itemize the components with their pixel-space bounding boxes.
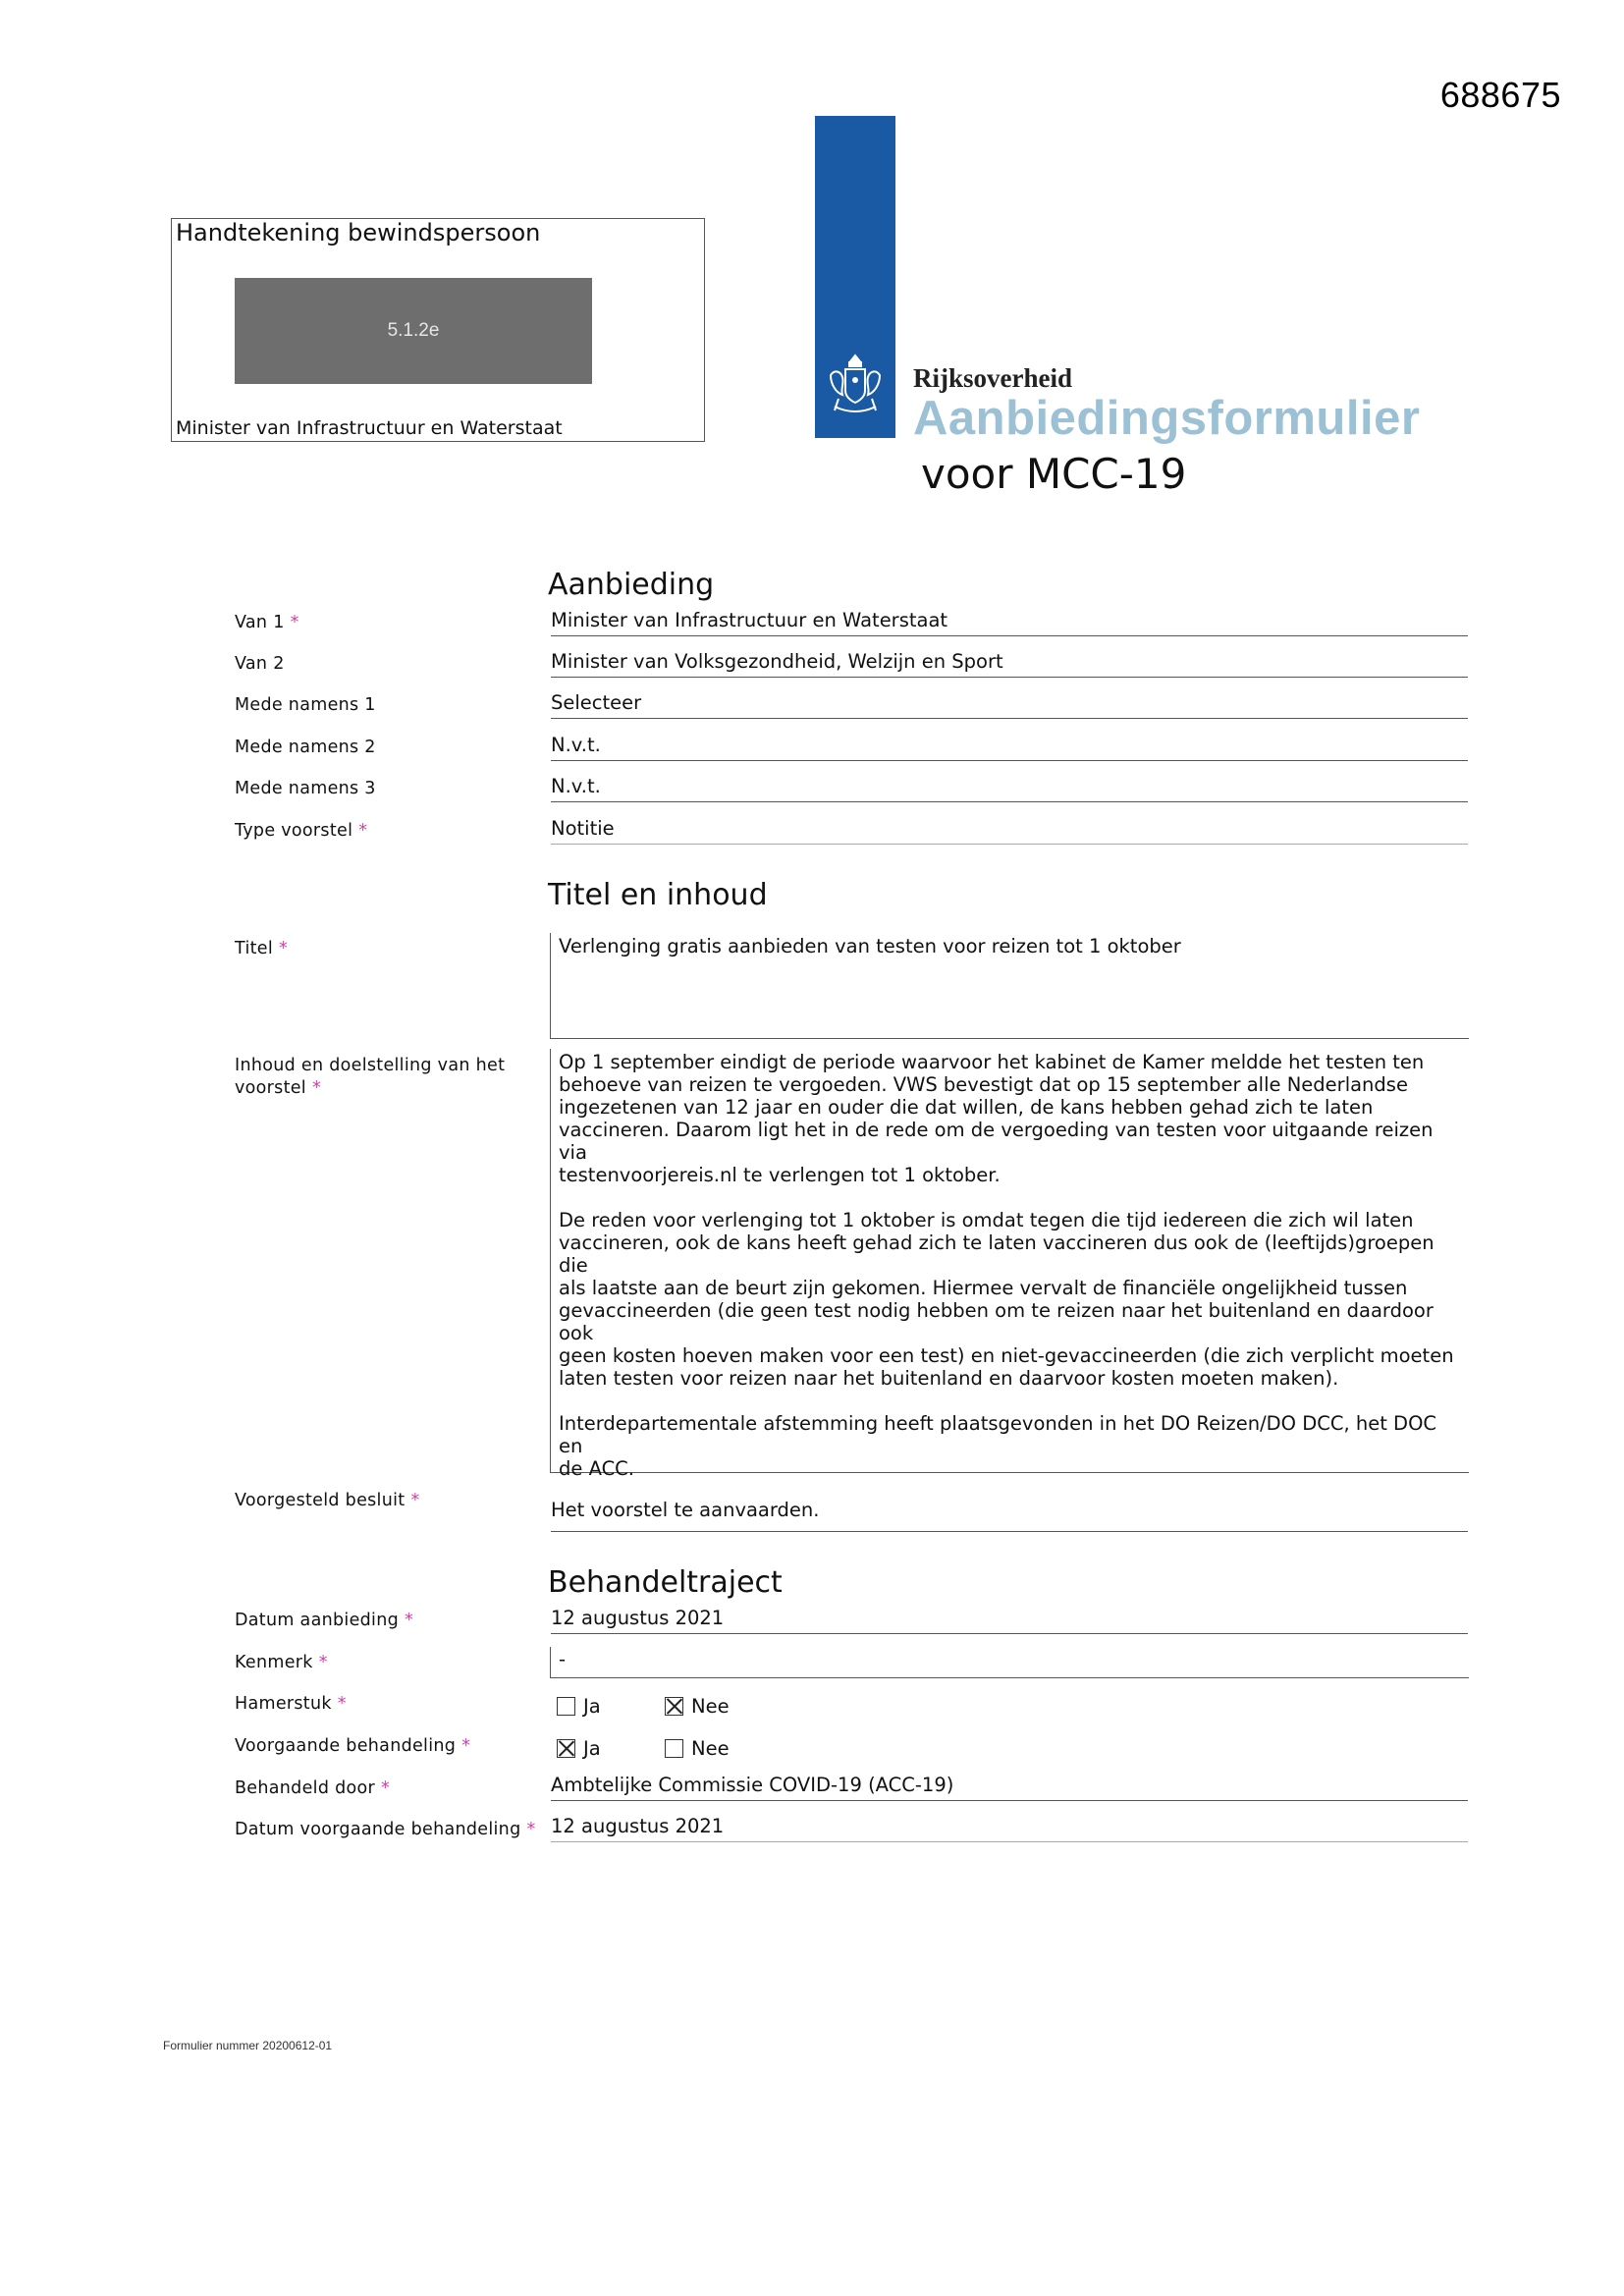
crest-icon: [819, 350, 892, 422]
form-title: Aanbiedingsformulier: [913, 392, 1421, 445]
label-van-1: Van 1 *: [235, 613, 299, 632]
label-voorgesteld-besluit: Voorgesteld besluit *: [235, 1491, 420, 1510]
signature-box: [171, 218, 705, 442]
section-aanbieding: Aanbieding: [548, 568, 715, 602]
voorgaande-nee-checkbox[interactable]: [665, 1739, 683, 1758]
field-van-2[interactable]: Minister van Volksgezondheid, Welzijn en Sport: [551, 650, 1468, 678]
field-mede-namens-1[interactable]: Selecteer: [551, 691, 1468, 719]
field-mede-namens-3[interactable]: N.v.t.: [551, 775, 1468, 802]
titel-value: Verlenging gratis aanbieden van testen voor reizen tot 1 oktober: [559, 935, 1181, 957]
hamerstuk-ja-checkbox[interactable]: [557, 1697, 575, 1716]
field-voorgesteld-besluit[interactable]: Het voorstel te aanvaarden.: [551, 1497, 1468, 1532]
field-type-voorstel[interactable]: Notitie: [551, 817, 1468, 845]
label-kenmerk: Kenmerk *: [235, 1653, 328, 1672]
voorgaande-ja-checkbox[interactable]: [557, 1739, 575, 1758]
textarea-inhoud[interactable]: [550, 1049, 1469, 1480]
textarea-titel[interactable]: [550, 933, 1469, 1039]
redacted-signature: [235, 278, 592, 384]
label-van-2: Van 2: [235, 654, 285, 674]
form-subtitle: voor MCC-19: [921, 450, 1187, 498]
form-number: Formulier nummer 20200612-01: [163, 2039, 333, 2052]
label-voorgaande-behandeling: Voorgaande behandeling *: [235, 1736, 471, 1756]
label-behandeld-door: Behandeld door *: [235, 1778, 391, 1798]
field-mede-namens-2[interactable]: N.v.t.: [551, 734, 1468, 761]
inhoud-paragraph-1: Op 1 september eindigt de periode waarvoor het kabinet de Kamer meldde het testen ten behoeve van reizen te vergoeden. VWS bevestigt dat op 15 september alle Nederlandse ingezetenen van 12 jaar en ouder die dat willen, de kans hebben gehad zich te laten vaccineren. Daarom ligt het in de rede om de vergoeding van testen voor uitgaande reizen via testenvoorjereis.nl te verlengen tot 1 oktober.: [559, 1051, 1434, 1186]
section-titel-inhoud: Titel en inhoud: [548, 878, 768, 912]
label-mede-namens-2: Mede namens 2: [235, 738, 376, 757]
hamerstuk-nee[interactable]: Nee: [665, 1695, 730, 1718]
inhoud-paragraph-2: De reden voor verlenging tot 1 oktober is omdat tegen die tijd iedereen die zich wil laten vaccineren, ook de kans heeft gehad zich te laten vaccineren dus ook de (leeftijds)groepen die als laatste aan de beurt zijn gekomen. Hiermee vervalt de financiële ongelijkheid tussen gevaccineerden (die geen test nodig hebben om te reizen naar het buitenland en daardoor ook geen kosten hoeven maken voor een test) en niet-gevaccineerden (die zich verplicht moeten laten testen voor reizen naar het buitenland en daarvoor kosten moeten maken).: [559, 1209, 1454, 1390]
label-datum-voorgaande-behandeling: Datum voorgaande behandeling *: [235, 1820, 536, 1839]
hamerstuk-nee-checkbox[interactable]: [665, 1697, 683, 1716]
voorgaande-ja[interactable]: Ja: [557, 1737, 601, 1760]
field-kenmerk[interactable]: [550, 1647, 1469, 1678]
label-mede-namens-3: Mede namens 3: [235, 779, 376, 798]
redaction-label: 5.1.2e: [387, 320, 440, 341]
field-van-1[interactable]: Minister van Infrastructuur en Waterstaat: [551, 609, 1468, 636]
brand-name: Rijksoverheid: [913, 363, 1072, 393]
field-behandeld-door[interactable]: Ambtelijke Commissie COVID-19 (ACC-19): [551, 1774, 1468, 1801]
label-type-voorstel: Type voorstel *: [235, 821, 368, 841]
signature-role: Minister van Infrastructuur en Waterstaat: [176, 417, 563, 439]
field-datum-voorgaande-behandeling[interactable]: 12 augustus 2021: [551, 1815, 1468, 1842]
section-behandeltraject: Behandeltraject: [548, 1565, 783, 1600]
label-mede-namens-1: Mede namens 1: [235, 695, 376, 715]
hamerstuk-ja[interactable]: Ja: [557, 1695, 601, 1718]
label-datum-aanbieding: Datum aanbieding *: [235, 1611, 414, 1630]
inhoud-paragraph-3: Interdepartementale afstemming heeft plaatsgevonden in het DO Reizen/DO DCC, het DOC en de ACC.: [559, 1412, 1437, 1480]
label-inhoud: Inhoud en doelstelling van het voorstel *: [235, 1056, 506, 1098]
signature-box-title: Handtekening bewindspersoon: [176, 219, 541, 246]
document-number: 688675: [1439, 75, 1561, 115]
kenmerk-value: -: [559, 1648, 567, 1670]
label-hamerstuk: Hamerstuk *: [235, 1694, 347, 1714]
voorgaande-nee[interactable]: Nee: [665, 1737, 730, 1760]
label-titel: Titel *: [235, 939, 289, 958]
field-datum-aanbieding[interactable]: 12 augustus 2021: [551, 1607, 1468, 1634]
